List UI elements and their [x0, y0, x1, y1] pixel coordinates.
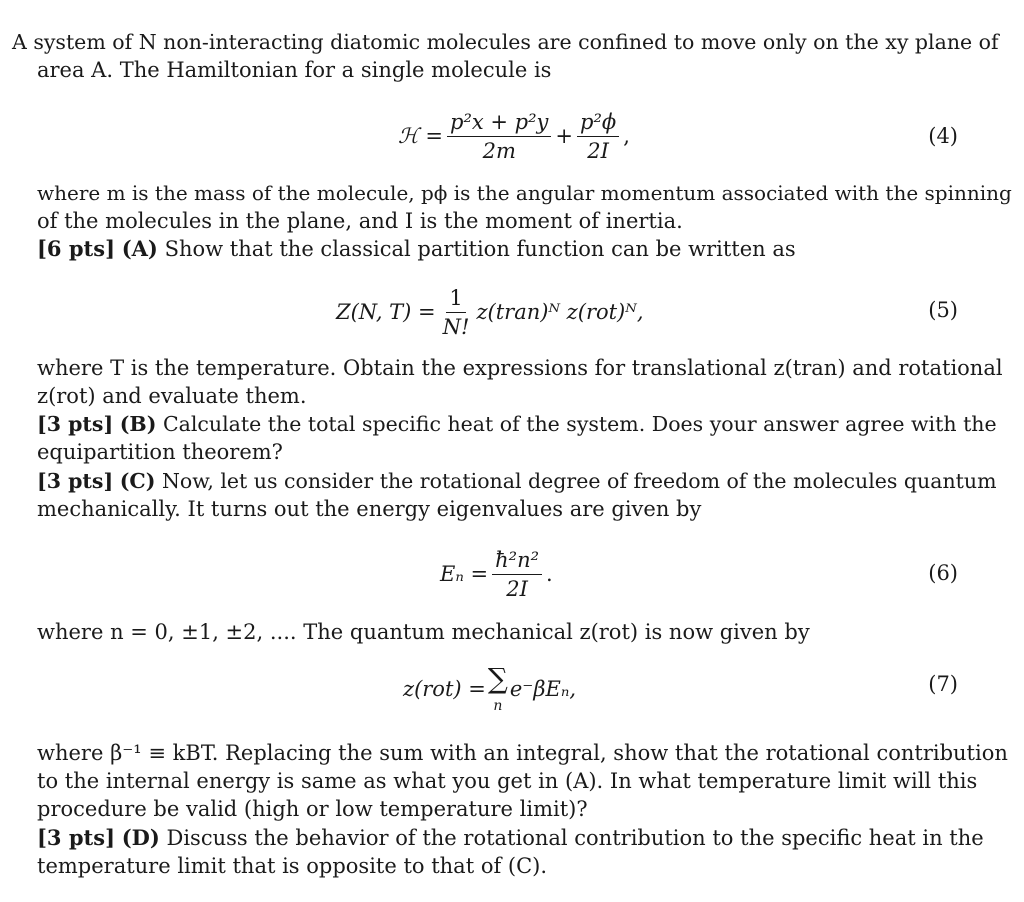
part-a-text: Show that the classical partition function can be written as: [164, 237, 796, 261]
equation-4: [398, 104, 630, 168]
where-4-line-2: to the internal energy is same as what you get in (A). In what temperature limit will this: [37, 769, 978, 793]
eq4-frac1-denominator: 2m: [482, 138, 516, 163]
eq7-summation: [488, 664, 508, 714]
eq6-lhs: Eₙ =: [440, 562, 489, 586]
part-a-line: [37, 235, 796, 263]
eq5-rhs: z(tran)ᴺ z(rot)ᴺ,: [476, 300, 644, 324]
eq4-frac2-denominator: 2I: [587, 138, 609, 163]
eq4-frac1-numerator: p²x + p²y: [447, 110, 551, 137]
part-c-label: (C): [119, 469, 156, 493]
eq6-fraction: [492, 548, 542, 601]
equation-7-number: (7): [928, 672, 958, 696]
where-3-line: where n = 0, ±1, ±2, .... The quantum mechanical z(rot) is now given by: [37, 620, 810, 644]
equation-5: [336, 282, 644, 342]
where-1-line-1: where m is the mass of the molecule, pϕ is the angular momentum associated with the spinning: [37, 181, 1012, 205]
part-c-line-2: mechanically. It turns out the energy eigenvalues are given by: [37, 497, 702, 521]
where-4-line-1: where β⁻¹ ≡ kBT. Replacing the sum with an integral, show that the rotational contribution: [37, 741, 1008, 765]
eq7-rhs: e⁻βEₙ,: [509, 677, 577, 701]
eq4-lhs: ℋ =: [398, 124, 444, 148]
part-b-line-2: equipartition theorem?: [37, 440, 283, 464]
part-d-points: [3 pts]: [37, 825, 116, 850]
part-c-line: [37, 467, 997, 495]
part-d-line: [37, 824, 984, 852]
equation-6: [440, 543, 553, 605]
part-b-points: [3 pts]: [37, 412, 114, 436]
intro-line-1: A system of N non-interacting diatomic molecules are confined to move only on the xy plane of: [12, 30, 999, 54]
part-b-label: (B): [119, 412, 157, 436]
eq7-sum-symbol: ∑: [487, 662, 508, 695]
equation-5-number: (5): [928, 298, 958, 322]
eq5-fraction: [440, 286, 473, 339]
where-2-line-1: where T is the temperature. Obtain the expressions for translational z(tran) and rotational: [37, 356, 1003, 380]
where-4-line-3: procedure be valid (high or low temperature limit)?: [37, 797, 588, 821]
where-1-line-2: of the molecules in the plane, and I is the moment of inertia.: [37, 209, 683, 233]
part-d-label: (D): [121, 825, 160, 850]
equation-6-number: (6): [928, 561, 958, 585]
eq7-lhs: z(rot) =: [403, 677, 486, 701]
part-d-text: Discuss the behavior of the rotational contribution to the specific heat in the: [166, 826, 984, 850]
intro-line-2: area A. The Hamiltonian for a single molecule is: [37, 58, 552, 82]
eq4-frac2-numerator: p²ϕ: [577, 110, 619, 137]
part-a-label: (A): [121, 236, 158, 261]
part-d-line-2: temperature limit that is opposite to that of (C).: [37, 854, 548, 878]
eq4-plus: +: [555, 124, 574, 148]
eq4-fraction-1: [447, 110, 551, 163]
eq4-tail: ,: [623, 124, 630, 148]
equation-7: [403, 660, 576, 718]
eq6-denominator: 2I: [506, 576, 528, 601]
eq5-denominator: N!: [442, 314, 470, 339]
part-b-text: Calculate the total specific heat of the system. Does your answer agree with the: [162, 412, 997, 436]
equation-4-number: (4): [928, 124, 958, 148]
part-c-text: Now, let us consider the rotational degree of freedom of the molecules quantum: [161, 469, 997, 493]
eq6-tail: .: [546, 562, 553, 586]
eq4-fraction-2: [577, 110, 619, 163]
eq5-numerator: 1: [446, 286, 465, 313]
eq7-sum-index: n: [493, 698, 503, 714]
part-a-points: [6 pts]: [37, 236, 116, 261]
part-c-points: [3 pts]: [37, 469, 114, 493]
part-b-line: [37, 410, 997, 438]
eq6-numerator: ħ²n²: [492, 548, 542, 575]
where-2-line-2: z(rot) and evaluate them.: [37, 384, 307, 408]
eq5-lhs: Z(N, T) =: [336, 300, 436, 324]
